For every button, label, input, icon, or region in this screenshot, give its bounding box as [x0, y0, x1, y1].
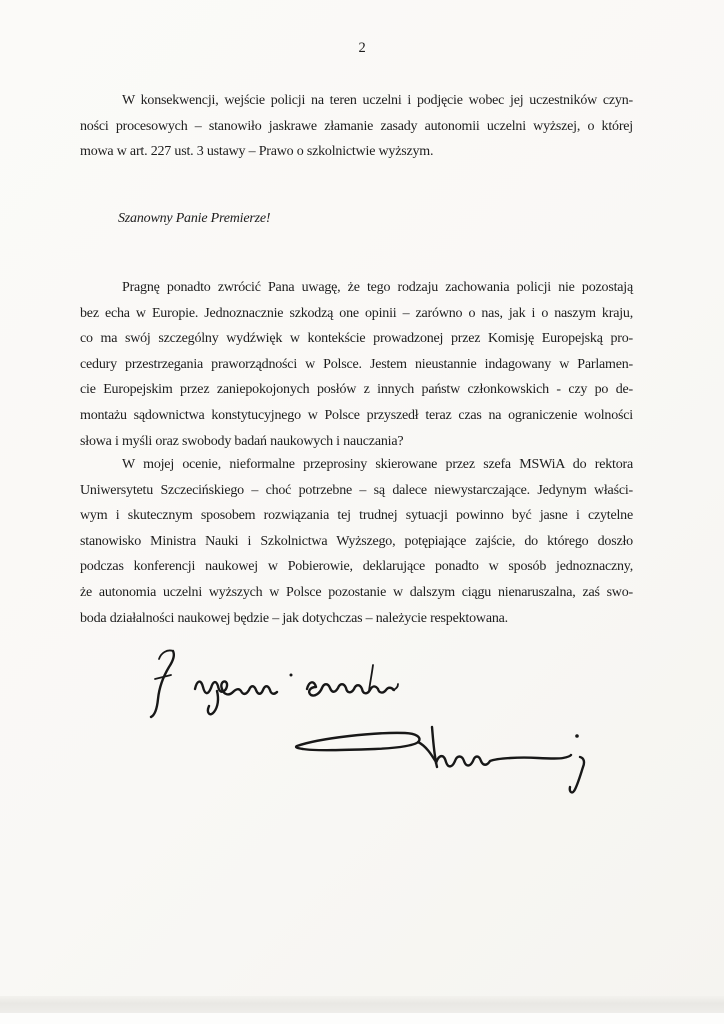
- text-line: mowa w art. 227 ust. 3 ustawy – Prawo o szkolnictwie wyższym.: [80, 144, 434, 160]
- page-number: 2: [358, 40, 366, 56]
- text-line: W mojej ocenie, nieformalne przeprosiny skierowane przez szefa MSWiA do rektora: [122, 457, 633, 472]
- paragraph-assessment: [80, 452, 633, 631]
- scan-edge-shadow: [0, 996, 724, 1013]
- paragraph-consequence: [80, 88, 633, 165]
- text-line: W konsekwencji, wejście policji na teren uczelni i podjęcie wobec jej uczestników czyn-: [122, 93, 633, 108]
- text-line: ności procesowych – stanowiło jaskrawe złamanie zasady autonomii uczelni wyższej, o której: [80, 118, 633, 134]
- scan-edge-white-strip: [0, 1013, 724, 1024]
- text-line: słowa i myśli oraz swobody badań naukowych i nauczania?: [80, 433, 404, 449]
- text-line: co ma swój szczególny wydźwięk w kontekście prowadzonej przez Komisję Europejską pro-: [80, 331, 633, 347]
- text-line: montażu sądownictwa konstytucyjnego w Polsce przyszedł teraz czas na ograniczenie wolności: [80, 407, 633, 423]
- text-line: boda działalności naukowej będzie – jak dotychczas – należycie respektowana.: [80, 610, 508, 626]
- salutation: [80, 206, 633, 232]
- paragraph-europe: [80, 275, 633, 454]
- text-line: podczas konferencji naukowej w Pobierowie, deklarujące ponadto w sposób jednoznaczny,: [80, 559, 633, 575]
- text-line: wym i skutecznym sposobem rozwiązania tej trudnej sytuacji powinno być jasne i czytelne: [80, 508, 633, 524]
- text-line: Szanowny Panie Premierze!: [118, 211, 271, 226]
- signature-handwriting: [290, 700, 600, 795]
- text-line: bez echa w Europie. Jednoznacznie szkodzą one opinii – zarówno o nas, jak i o naszym kraju,: [80, 305, 633, 321]
- text-line: Uniwersytetu Szczecińskiego – choć potrzebne – są dalece niewystarczające. Jedynym właści-: [80, 482, 633, 498]
- text-line: cedury przestrzegania praworządności w Polsce. Jestem nieustannie indagowany w Parlamen-: [80, 356, 633, 372]
- text-line: stanowisko Ministra Nauki i Szkolnictwa Wyższego, potępiające zajście, do którego doszło: [80, 533, 633, 549]
- text-line: że autonomia uczelni wyższych w Polsce pozostanie w dalszym ciągu nienaruszalna, zaś swo-: [80, 584, 633, 600]
- text-line: cie Europejskim przez zaniepokojonych posłów z innych państw członkowskich - czy po de-: [80, 382, 633, 398]
- text-line: Pragnę ponadto zwrócić Pana uwagę, że tego rodzaju zachowania policji nie pozostają: [122, 280, 633, 295]
